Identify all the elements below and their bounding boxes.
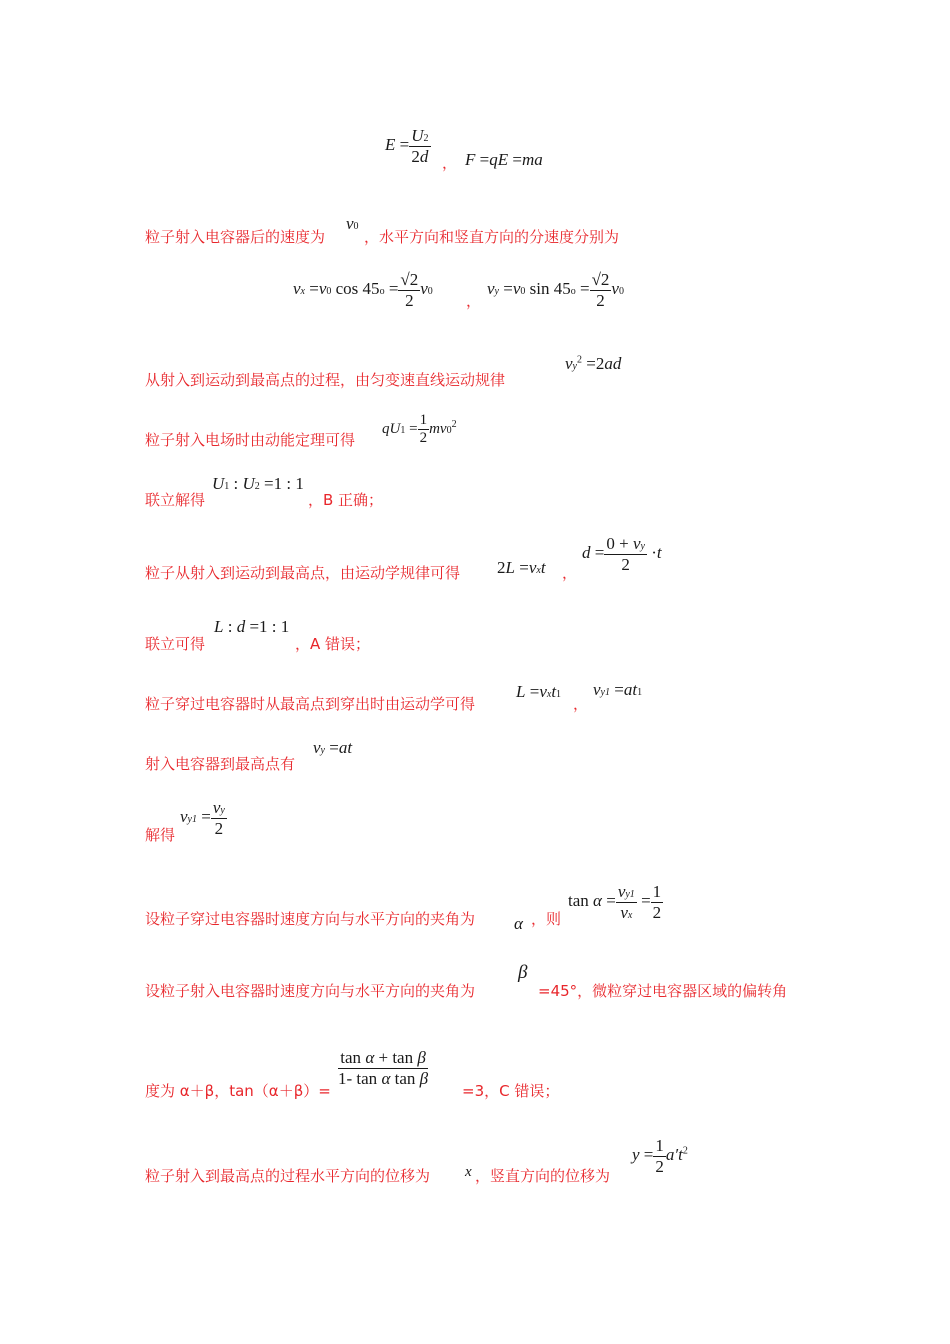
text-line-15: 粒子射入到最高点的过程水平方向的位移为 (145, 1167, 431, 1185)
text-line-15b: ，竖直方向的位移为 (475, 1167, 611, 1185)
text-line-2b: ，水平方向和竖直方向的分速度分别为 (364, 228, 620, 246)
text-line-14a: 度为 α＋β，tan（α＋β）= (145, 1082, 331, 1100)
formula-tan-sum: $\frac{\text{tan α + tan β}}{\text{1- tan α tan β}}$ (338, 1048, 429, 1088)
formula-d: d = $\frac{0 + vy}{2}$ ·t (582, 534, 662, 574)
text-line-6b: ，B 正确； (308, 491, 384, 509)
formula-vy-at: vy =at (313, 738, 353, 757)
formula-vy: vy =v0 sin 45o = $\frac{√2}{2}$ v0 (487, 270, 624, 310)
text-line-7: 粒子从射入到运动到最高点，由运动学规律可得 (145, 564, 461, 582)
text-line-12b: ，则 (531, 910, 562, 928)
formula-vy1-at1: vy1 =at1 (593, 680, 643, 699)
text-line-13b: =45°，微粒穿过电容器区域的偏转角 (538, 982, 788, 1000)
text-line-8b: ，A 错误； (295, 635, 371, 653)
text-line-13: 设粒子射入电容器时速度方向与水平方向的夹角为 (145, 982, 476, 1000)
comma-3: ， (466, 292, 482, 310)
text-line-4: 从射入到运动到最高点的过程，由匀变速直线运动规律 (145, 371, 506, 389)
comma-1: ， (442, 154, 458, 172)
formula-l-vxt1: L =vxt1 (516, 682, 562, 701)
formula-l-ratio: L : d =1 : 1 (214, 617, 290, 636)
formula-v0: v0 (346, 214, 359, 233)
formula-vx: vx =v0 cos 45o = $\frac{√2}{2}$ v0 (293, 270, 433, 310)
comma-9: ， (573, 695, 589, 713)
text-line-8: 联立可得 (145, 635, 206, 653)
formula-e-field: E = $\frac{U2}{2d}$ (385, 126, 429, 166)
text-line-12: 设粒子穿过电容器时速度方向与水平方向的夹角为 (145, 910, 476, 928)
formula-tan-alpha: tan α = $\frac{vy1}{vx}$ = $\frac{1}{2}$ (568, 882, 662, 922)
symbol-x: x (465, 1164, 472, 1180)
text-line-6: 联立解得 (145, 491, 206, 509)
text-line-10: 射入电容器到最高点有 (145, 755, 296, 773)
formula-u-ratio: U1 : U2 =1 : 1 (212, 474, 304, 493)
formula-y: y = $\frac{1}{2}$ $a't^2$ (632, 1136, 688, 1176)
formula-force: F =qE =ma (465, 150, 543, 169)
text-line-14b: =3，C 错误； (462, 1082, 560, 1100)
text-line-11: 解得 (145, 826, 176, 844)
symbol-alpha: α (514, 914, 523, 933)
formula-vy1-half: vy1 = $\frac{vy}{2}$ (180, 798, 225, 838)
text-line-2: 粒子射入电容器后的速度为 (145, 228, 326, 246)
text-line-9: 粒子穿过电容器时从最高点到穿出时由运动学可得 (145, 695, 476, 713)
text-line-5: 粒子射入电场时由动能定理可得 (145, 431, 356, 449)
formula-vy2: $vy^2 =2ad$ (565, 354, 622, 373)
formula-2l: 2L =vxt (497, 558, 546, 577)
symbol-beta: β (518, 962, 528, 983)
comma-7: ， (562, 564, 578, 582)
formula-energy: qU1 = $\frac{1}{2}$ $mv0^2$ (382, 412, 457, 447)
